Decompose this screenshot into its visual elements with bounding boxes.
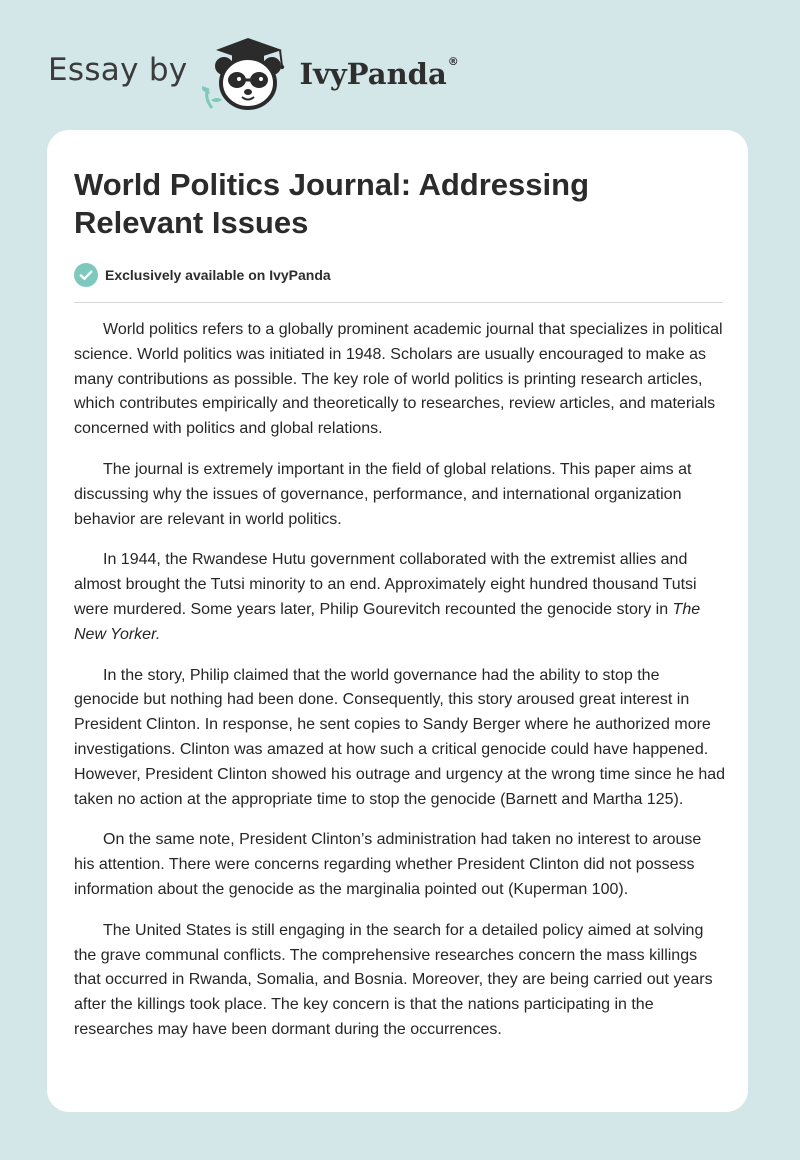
badge-text: Exclusively available on IvyPanda: [105, 267, 331, 283]
brand-name-text: IvyPanda: [299, 57, 447, 91]
essay-body: [74, 318, 726, 1059]
paragraph: The journal is extremely important in the field of global relations. This paper aims at discussing why the issues of governance, performance, and international organization behavior are relevant in world politics.: [74, 460, 692, 528]
paragraph: The United States is still engaging in the search for a detailed policy aimed at solving the grave communal conflicts. The comprehensive researches concern the mass killings that occurred in Rwanda, Somalia, and Bosnia. Moreover, they are being carried out years after the killings took place. The key concern is that the nations participating in the researches may have been dormant during the occurrences.: [74, 921, 713, 1038]
essay-card: [47, 130, 748, 1112]
exclusive-badge: [74, 263, 331, 287]
ivypanda-brand[interactable]: [300, 57, 459, 91]
panda-logo-icon[interactable]: [202, 36, 294, 112]
source-title: The New Yorker.: [74, 600, 701, 643]
paragraph: In the story, Philip claimed that the world governance had the ability to stop the genocide but nothing had been done. Consequently, this story aroused great interest in President Clinton. In response, he sent copies to Sandy Berger where he authorized more investigations. Clinton was amazed at how such a critical genocide could have happened. However, President Clinton showed his outrage and urgency at the wrong time since he had taken no action at the appropriate time to stop the genocide (Barnett and Martha 125).: [74, 666, 726, 808]
essay-by-label: Essay by: [48, 52, 188, 88]
page-title: World Politics Journal: Addressing Relevant Issues: [74, 167, 590, 240]
site-header: [48, 34, 459, 114]
paragraph: On the same note, President Clinton’s administration had taken no interest to arouse his attention. There were concerns regarding whether President Clinton did not possess information about the genocide as the marginalia pointed out (Kuperman 100).: [74, 831, 702, 898]
paragraph-text: In 1944, the Rwandese Hutu government collaborated with the extremist allies and almost brought the Tutsi minority to an end. Approximately eight hundred thousand Tutsi were murdered. Some years later, Philip Gourevitch recounted the genocide story in: [74, 551, 697, 618]
paragraph: [74, 548, 726, 647]
check-circle-icon: [74, 263, 98, 287]
paragraph: World politics refers to a globally prominent academic journal that specializes in political science. World politics was initiated in 1948. Scholars are usually encouraged to make as many contributions as possible. The key role of world politics is printing research articles, which contributes empirically and theoretically to researches, review articles, and materials concerned with politics and global relations.: [74, 321, 723, 438]
divider: [74, 302, 723, 303]
trademark-symbol: ®: [447, 55, 459, 68]
